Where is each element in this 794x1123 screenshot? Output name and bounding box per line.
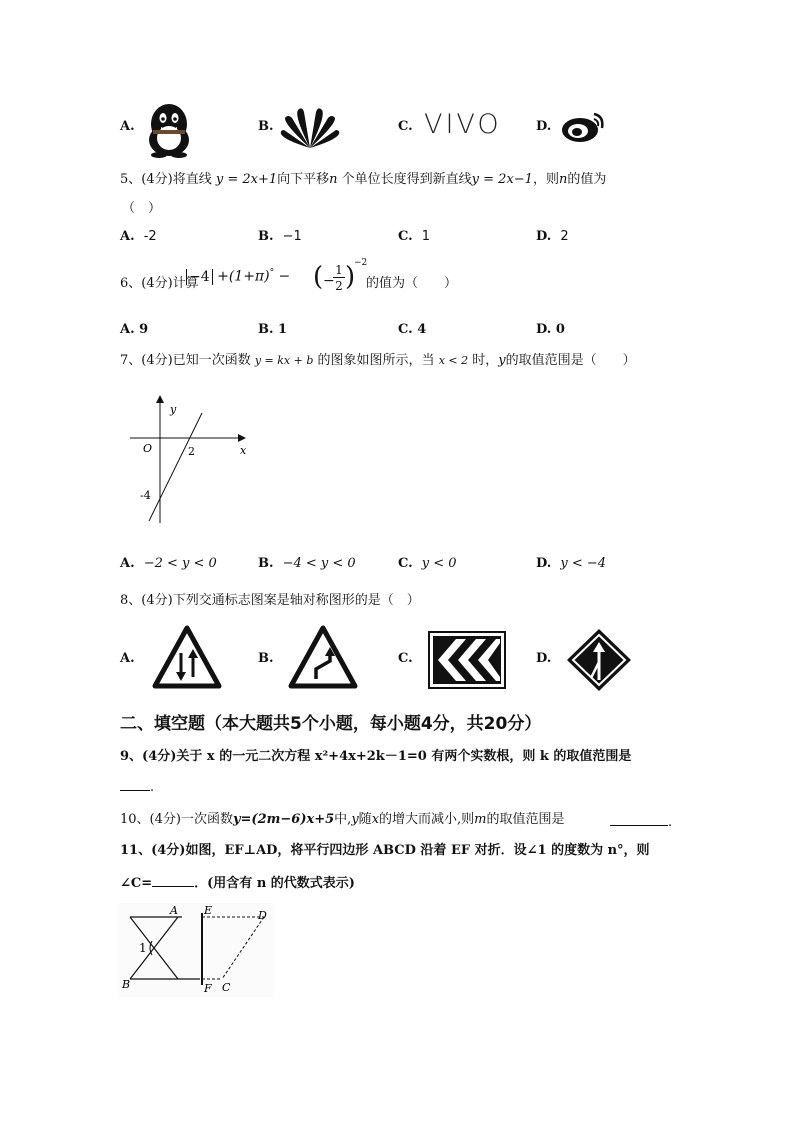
weibo-logo-icon bbox=[560, 108, 608, 144]
two-way-traffic-sign-icon bbox=[152, 625, 222, 689]
section-fill-in-blank-heading: 二、填空题（本大题共5个小题，每小题4分，共20分） bbox=[120, 714, 542, 734]
q6-frac-den: 2 bbox=[335, 279, 343, 293]
q11-parallelogram-figure bbox=[118, 903, 274, 997]
q9-answer-line[interactable]: . bbox=[120, 776, 154, 797]
q5-option-d[interactable]: D. 2 bbox=[536, 229, 569, 244]
merge-arrow-sign-icon bbox=[566, 628, 632, 692]
q9-question: 9、(4分)关于 x 的一元二次方程 x²+4x+2k－1=0 有两个实数根，则 k 的取值范围是 bbox=[120, 749, 632, 764]
q6-question-start: 6、(4分)计算 bbox=[120, 276, 199, 291]
q5-question: 5、(4分)将直线 y = 2x+1向下平移n 个单位长度得到新直线y = 2x−1，则n的值为 bbox=[120, 172, 607, 187]
q11-label-a: A bbox=[170, 904, 178, 917]
q6-left-paren: ( bbox=[313, 262, 324, 292]
q7-origin-label: O bbox=[143, 442, 153, 455]
winding-road-sign-icon bbox=[288, 625, 358, 689]
q8-option-b-letter: B. bbox=[258, 651, 274, 666]
q11-question-line2: ∠C= ．(用含有 n 的代数式表示) bbox=[120, 872, 355, 893]
q7-x-tick-label: 2 bbox=[188, 445, 195, 458]
q6-right-paren: ) bbox=[345, 262, 356, 292]
q6-option-d[interactable]: D. 0 bbox=[536, 322, 565, 337]
chevron-left-sign-icon bbox=[428, 631, 506, 689]
q7-y-tick-label: -4 bbox=[140, 489, 151, 502]
q6-frac-minus: − bbox=[323, 273, 335, 289]
q8-option-d-letter: D. bbox=[536, 651, 552, 666]
q7-option-c[interactable]: C. y < 0 bbox=[398, 556, 457, 571]
q11-label-d: D bbox=[258, 909, 267, 922]
q5-option-b[interactable]: B. −1 bbox=[258, 229, 302, 244]
q11-label-c: C bbox=[222, 981, 231, 994]
q6-option-c[interactable]: C. 4 bbox=[398, 322, 427, 337]
q8-question: 8、(4分)下列交通标志图案是轴对称图形的是（ ） bbox=[120, 593, 420, 608]
q8-option-c-letter: C. bbox=[398, 651, 413, 666]
q11-answer-blank[interactable] bbox=[152, 872, 194, 887]
q7-question: 7、(4分)已知一次函数 y = kx + b 的图象如图所示，当 x < 2 时，y的取值范围是（ ） bbox=[120, 353, 636, 368]
q8-option-a-letter: A. bbox=[120, 651, 135, 666]
q4-option-a-letter: A. bbox=[120, 119, 135, 134]
q4-option-d-letter: D. bbox=[536, 119, 552, 134]
q6-expression: −4 +(1+π)° − bbox=[186, 268, 290, 285]
q7-option-a[interactable]: A. −2 < y < 0 bbox=[120, 556, 217, 571]
qq-penguin-logo-icon bbox=[143, 100, 195, 158]
q5-option-a[interactable]: A. -2 bbox=[120, 229, 157, 244]
q10-question: 10、(4分)一次函数y=(2m−6)x+5中,y随x的增大而减小,则m的取值范围是 bbox=[120, 812, 565, 827]
q6-question-end: 的值为（ ） bbox=[366, 276, 458, 291]
q11-question: 11、(4分)如图，EF⊥AD，将平行四边形 ABCD 沿着 EF 对折．设∠1 的度数为 n°，则 bbox=[120, 843, 650, 858]
q6-option-b[interactable]: B. 1 bbox=[258, 322, 288, 337]
q6-exponent: −2 bbox=[354, 258, 368, 268]
q7-y-axis-label: y bbox=[170, 403, 177, 416]
q11-label-f: F bbox=[204, 982, 212, 995]
q6-option-a[interactable]: A. 9 bbox=[120, 322, 149, 337]
huawei-logo-icon bbox=[280, 104, 340, 150]
q7-function-graph bbox=[126, 393, 256, 528]
q5-option-c[interactable]: C. 1 bbox=[398, 229, 430, 244]
q7-x-axis-label: x bbox=[240, 444, 247, 457]
q7-option-d[interactable]: D. y < −4 bbox=[536, 556, 607, 571]
q11-angle-label: 1 bbox=[139, 941, 147, 955]
q4-option-b-letter: B. bbox=[258, 119, 274, 134]
q7-option-b[interactable]: B. −4 < y < 0 bbox=[258, 556, 356, 571]
vivo-logo-icon: VIVO bbox=[424, 109, 502, 140]
q11-label-e: E bbox=[204, 904, 213, 917]
q4-option-c-letter: C. bbox=[398, 119, 413, 134]
q6-frac-num: 1 bbox=[333, 263, 345, 278]
q5-answer-paren: （ ） bbox=[122, 201, 162, 216]
q11-label-b: B bbox=[122, 978, 131, 991]
q10-answer-line[interactable]: . bbox=[610, 811, 672, 832]
